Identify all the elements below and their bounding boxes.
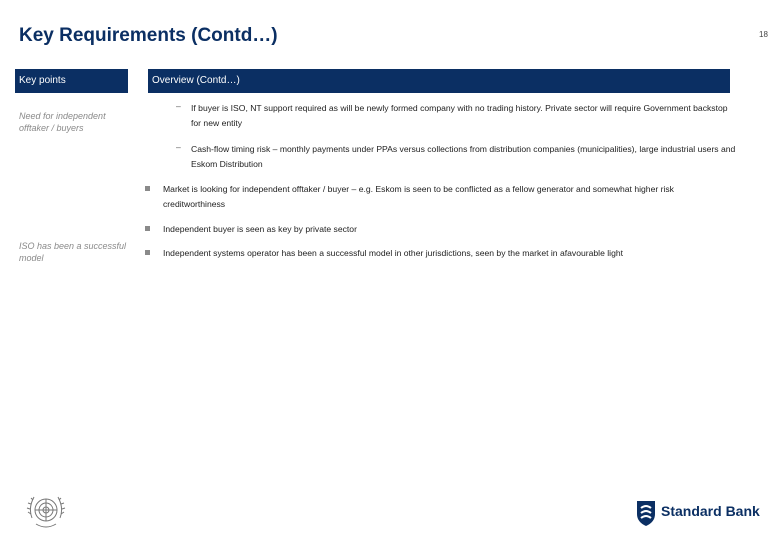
overview-header: Overview (Contd…): [148, 69, 730, 93]
bullet-item: [145, 246, 725, 261]
page-number: 18: [759, 30, 768, 39]
standard-bank-shield-icon: [635, 499, 657, 527]
bullet-text: Independent buyer is seen as key by private sector: [163, 224, 357, 234]
square-bullet-icon: [145, 250, 150, 255]
dash-item-text: If buyer is ISO, NT support required as will be newly formed company with no trading history. Private sector will require Government backstop for new entity: [191, 103, 728, 128]
bullet-item: [145, 222, 725, 237]
standard-bank-wordmark: Standard Bank: [661, 503, 760, 519]
square-bullet-icon: [145, 186, 150, 191]
bullet-item: [145, 182, 725, 211]
square-bullet-icon: [145, 226, 150, 231]
standard-bank-logo: [635, 499, 765, 529]
dash-marker: –: [176, 142, 181, 152]
un-emblem-icon: [22, 488, 70, 536]
dash-item-text: Cash-flow timing risk – monthly payments under PPAs versus collections from distribution companies (municipalities), large industrial users and Eskom Distribution: [191, 144, 736, 169]
bullet-text: Independent systems operator has been a successful model in other jurisdictions, seen by the market in afavourable light: [163, 248, 624, 258]
page-title: Key Requirements (Contd…): [19, 25, 278, 46]
dash-item: [176, 101, 736, 130]
dash-marker: –: [176, 101, 181, 111]
key-point-iso: ISO has been a successful model: [19, 241, 127, 263]
key-points-header: Key points: [15, 69, 128, 93]
dash-item: [176, 142, 736, 171]
key-point-offtaker: Need for independent offtaker / buyers: [19, 111, 106, 133]
bullet-text: Market is looking for independent offtaker / buyer – e.g. Eskom is seen to be conflicted as a fellow generator and somewhat higher risk creditworthiness: [163, 184, 674, 209]
